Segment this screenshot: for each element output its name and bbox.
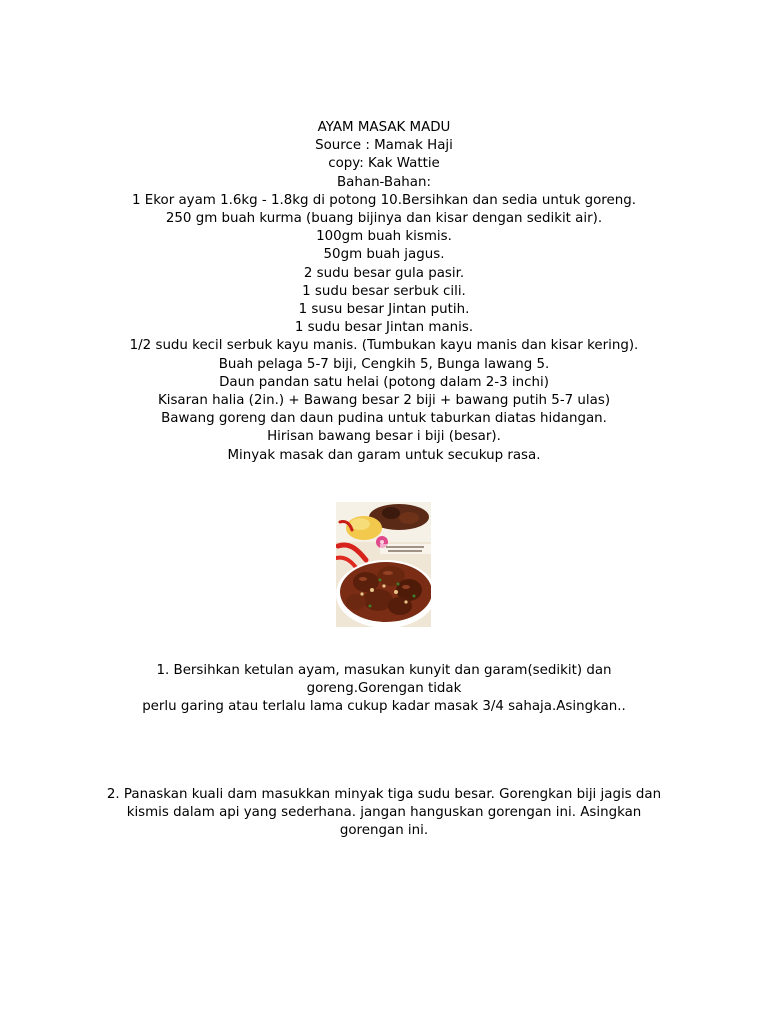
ingredient-line: 1 sudu besar Jintan manis. (294, 320, 474, 336)
step-line: gorengan ini. (339, 823, 429, 839)
ingredient-line: 1 susu besar Jintan putih. (298, 302, 470, 318)
dish-photo-illustration (336, 502, 431, 627)
step-line: perlu garing atau terlalu lama cukup kadar masak 3/4 sahaja.Asingkan.. (142, 699, 626, 715)
method-step-1 (0, 662, 768, 717)
ingredient-line: 1/2 sudu kecil serbuk kayu manis. (Tumbukan kayu manis dan kisar kering). (129, 338, 639, 354)
ingredient-line: Kisaran halia (2in.) + Bawang besar 2 biji + bawang putih 5-7 ulas) (157, 393, 611, 409)
ingredient-line: 250 gm buah kurma (buang bijinya dan kisar dengan sedikit air). (165, 211, 603, 227)
method-step-2 (0, 786, 768, 841)
ingredient-line: 1 Ekor ayam 1.6kg - 1.8kg di potong 10.Bersihkan dan sedia untuk goreng. (132, 192, 636, 208)
ingredient-line: 1 sudu besar serbuk cili. (302, 283, 466, 299)
ingredient-line: Bawang goreng dan daun pudina untuk taburkan diatas hidangan. (161, 411, 607, 427)
ingredient-line: Buah pelaga 5-7 biji, Cengkih 5, Bunga lawang 5. (218, 356, 550, 372)
ingredient-line: 50gm buah jagus. (323, 247, 445, 263)
step-line: 2. Panaskan kuali dam masukkan minyak tiga sudu besar. Gorengkan biji jagis dan (106, 787, 662, 802)
ingredient-line: Hirisan bawang besar i biji (besar). (267, 429, 501, 445)
ingredient-line: 100gm buah kismis. (316, 229, 452, 245)
ingredients-heading: Bahan-Bahan: (336, 174, 431, 190)
ingredient-line: Minyak masak dan garam untuk secukup rasa. (227, 447, 541, 463)
recipe-source: Source : Mamak Haji (315, 138, 453, 154)
recipe-copy-credit: copy: Kak Wattie (328, 156, 440, 172)
recipe-header-and-ingredients (0, 119, 768, 465)
recipe-title: AYAM MASAK MADU (317, 120, 451, 135)
step-line: kismis dalam api yang sederhana. jangan hanguskan gorengan ini. Asingkan (126, 805, 642, 821)
ingredient-line: Daun pandan satu helai (potong dalam 2-3 inchi) (219, 374, 549, 390)
dish-photo (336, 502, 431, 627)
step-line: goreng.Gorengan tidak (306, 681, 462, 697)
ingredient-line: 2 sudu besar gula pasir. (303, 265, 465, 281)
step-line: 1. Bersihkan ketulan ayam, masukan kunyit dan garam(sedikit) dan (156, 663, 612, 678)
